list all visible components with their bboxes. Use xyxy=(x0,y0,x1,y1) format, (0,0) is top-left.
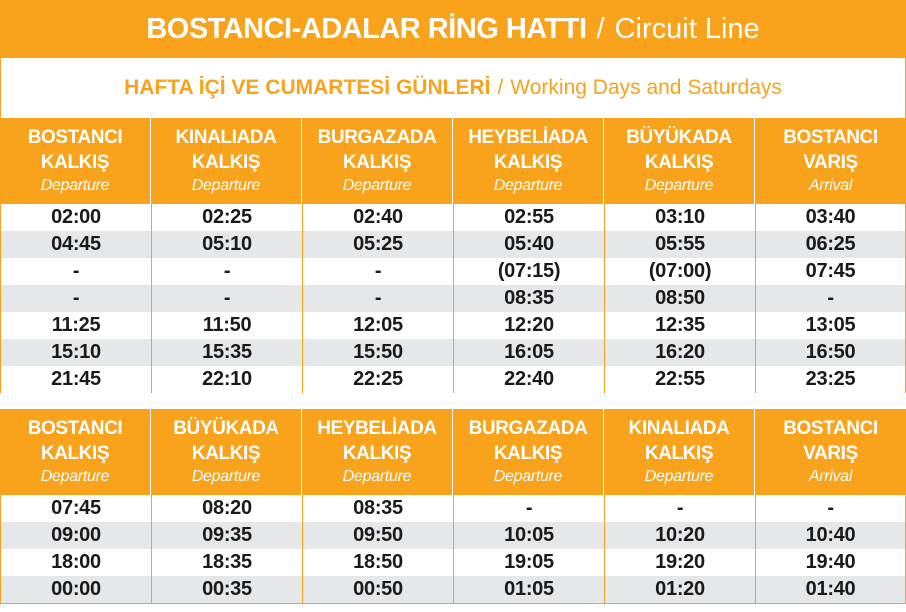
column-header xyxy=(302,118,453,204)
time-cell: - xyxy=(303,258,454,285)
column-kind: KALKIŞ xyxy=(40,443,110,464)
time-cell: 10:40 xyxy=(805,524,856,546)
time-cell: 19:05 xyxy=(454,549,605,576)
time-cell: 22:40 xyxy=(454,366,605,393)
time-cell: 23:25 xyxy=(805,368,856,390)
time-cell: - xyxy=(605,495,756,522)
column-stop: HEYBELİADA xyxy=(317,418,437,439)
time-cell: 12:20 xyxy=(454,312,605,339)
time-cell: 11:50 xyxy=(152,312,303,339)
time-cell: - xyxy=(454,495,605,522)
column-header xyxy=(0,409,151,495)
column-english: Arrival xyxy=(808,468,853,485)
column-header xyxy=(755,118,906,204)
time-cell: 01:20 xyxy=(605,576,756,603)
column-stop: BOSTANCI xyxy=(27,127,123,148)
time-cell: 22:25 xyxy=(303,366,454,393)
column-stop: BURGAZADA xyxy=(468,418,588,439)
time-cell: 10:20 xyxy=(605,522,756,549)
time-cell: 02:25 xyxy=(152,204,303,231)
subtitle-english: Working Days and Saturdays xyxy=(510,76,782,99)
column-english: Departure xyxy=(342,177,412,194)
column-stop: BOSTANCI xyxy=(783,127,878,148)
section-divider xyxy=(0,393,906,409)
column-header xyxy=(453,409,604,495)
subtitle-main: HAFTA İÇİ VE CUMARTESİ GÜNLERİ xyxy=(124,76,491,99)
time-cell: 21:45 xyxy=(1,366,152,393)
time-cell: 03:10 xyxy=(605,204,756,231)
time-cell: 02:00 xyxy=(1,204,152,231)
column-stop: BURGAZADA xyxy=(317,127,437,148)
column-header xyxy=(604,409,755,495)
time-cell: 04:45 xyxy=(1,231,152,258)
time-cell: 09:00 xyxy=(1,522,152,549)
table-row xyxy=(1,204,905,231)
table-row xyxy=(1,576,905,603)
time-cell: 05:55 xyxy=(605,231,756,258)
column-english: Departure xyxy=(644,468,714,485)
time-cell: 00:35 xyxy=(152,576,303,603)
column-kind: KALKIŞ xyxy=(191,443,261,464)
time-cell: 00:50 xyxy=(303,576,454,603)
time-cell: - xyxy=(1,258,152,285)
column-stop: HEYBELİADA xyxy=(468,127,588,148)
time-cell: 12:35 xyxy=(605,312,756,339)
column-header xyxy=(0,118,151,204)
time-cell: 15:35 xyxy=(152,339,303,366)
column-english: Departure xyxy=(40,177,110,194)
time-cell: - xyxy=(152,285,303,312)
time-cell: 13:05 xyxy=(805,314,856,336)
time-cell: 02:55 xyxy=(454,204,605,231)
column-english: Departure xyxy=(644,177,714,194)
time-cell: (07:00) xyxy=(605,258,756,285)
time-cell: 01:40 xyxy=(805,578,856,600)
column-english: Arrival xyxy=(808,177,853,194)
time-cell: 22:55 xyxy=(605,366,756,393)
column-kind: KALKIŞ xyxy=(342,152,412,173)
table-body xyxy=(0,495,906,604)
time-cell: 08:50 xyxy=(605,285,756,312)
time-cell: 19:20 xyxy=(605,549,756,576)
column-stop: BÜYÜKADA xyxy=(173,418,279,439)
time-cell: 16:50 xyxy=(805,341,856,363)
column-header xyxy=(302,409,453,495)
table-body xyxy=(0,204,906,394)
table-row xyxy=(1,339,905,366)
column-english: Departure xyxy=(191,468,261,485)
column-kind: KALKIŞ xyxy=(644,443,714,464)
time-cell: 08:35 xyxy=(303,495,454,522)
column-kind: VARIŞ xyxy=(803,443,858,464)
column-stop: KINALIADA xyxy=(628,418,730,439)
table-row xyxy=(1,495,905,522)
time-cell: 15:10 xyxy=(1,339,152,366)
column-english: Departure xyxy=(493,177,563,194)
time-cell: 06:25 xyxy=(805,233,856,255)
column-kind: KALKIŞ xyxy=(40,152,110,173)
time-cell: - xyxy=(303,285,454,312)
table-row xyxy=(1,285,905,312)
schedule-subtitle xyxy=(0,58,906,118)
time-cell: 08:35 xyxy=(454,285,605,312)
column-kind: KALKIŞ xyxy=(644,152,714,173)
time-cell: 11:25 xyxy=(1,312,152,339)
column-kind: KALKIŞ xyxy=(493,152,563,173)
table-row xyxy=(1,522,905,549)
table-row xyxy=(1,312,905,339)
column-kind: VARIŞ xyxy=(803,152,858,173)
time-cell: 16:05 xyxy=(454,339,605,366)
table-row xyxy=(1,231,905,258)
timetable-outbound xyxy=(0,118,906,394)
time-cell: 12:05 xyxy=(303,312,454,339)
time-cell: 22:10 xyxy=(152,366,303,393)
table-row xyxy=(1,549,905,576)
time-cell: 15:50 xyxy=(303,339,454,366)
table-row xyxy=(1,366,905,393)
time-cell: 00:00 xyxy=(1,576,152,603)
subtitle-separator: / xyxy=(497,76,504,99)
column-english: Departure xyxy=(40,468,110,485)
time-cell: - xyxy=(827,287,834,309)
time-cell: 18:50 xyxy=(303,549,454,576)
table-header xyxy=(0,409,906,495)
time-cell: 02:40 xyxy=(303,204,454,231)
time-cell: 05:10 xyxy=(152,231,303,258)
time-cell: 07:45 xyxy=(805,260,856,282)
time-cell: - xyxy=(152,258,303,285)
column-english: Departure xyxy=(191,177,261,194)
time-cell: 08:20 xyxy=(152,495,303,522)
time-cell: 05:40 xyxy=(454,231,605,258)
column-kind: KALKIŞ xyxy=(493,443,563,464)
column-english: Departure xyxy=(342,468,412,485)
time-cell: 09:50 xyxy=(303,522,454,549)
time-cell: 09:35 xyxy=(152,522,303,549)
time-cell: 07:45 xyxy=(1,495,152,522)
column-header xyxy=(755,409,906,495)
time-cell: - xyxy=(827,497,834,519)
column-header xyxy=(453,118,604,204)
time-cell: (07:15) xyxy=(454,258,605,285)
column-stop: BOSTANCI xyxy=(27,418,123,439)
column-stop: BOSTANCI xyxy=(783,418,878,439)
column-kind: KALKIŞ xyxy=(342,443,412,464)
column-kind: KALKIŞ xyxy=(191,152,261,173)
time-cell: 18:00 xyxy=(1,549,152,576)
time-cell: 19:40 xyxy=(805,551,856,573)
column-header xyxy=(151,409,302,495)
table-row xyxy=(1,258,905,285)
time-cell: 03:40 xyxy=(805,206,856,228)
timetable-return xyxy=(0,409,906,604)
column-header xyxy=(151,118,302,204)
time-cell: 10:05 xyxy=(454,522,605,549)
page-title xyxy=(0,0,906,58)
title-main: BOSTANCI-ADALAR RİNG HATTI xyxy=(146,12,587,45)
time-cell: 16:20 xyxy=(605,339,756,366)
time-cell: 01:05 xyxy=(454,576,605,603)
title-separator: / xyxy=(596,12,605,45)
column-stop: KINALIADA xyxy=(175,127,277,148)
column-stop: BÜYÜKADA xyxy=(626,127,732,148)
time-cell: - xyxy=(1,285,152,312)
title-english: Circuit Line xyxy=(614,12,760,45)
time-cell: 05:25 xyxy=(303,231,454,258)
column-english: Departure xyxy=(493,468,563,485)
column-header xyxy=(604,118,755,204)
time-cell: 18:35 xyxy=(152,549,303,576)
table-header xyxy=(0,118,906,204)
